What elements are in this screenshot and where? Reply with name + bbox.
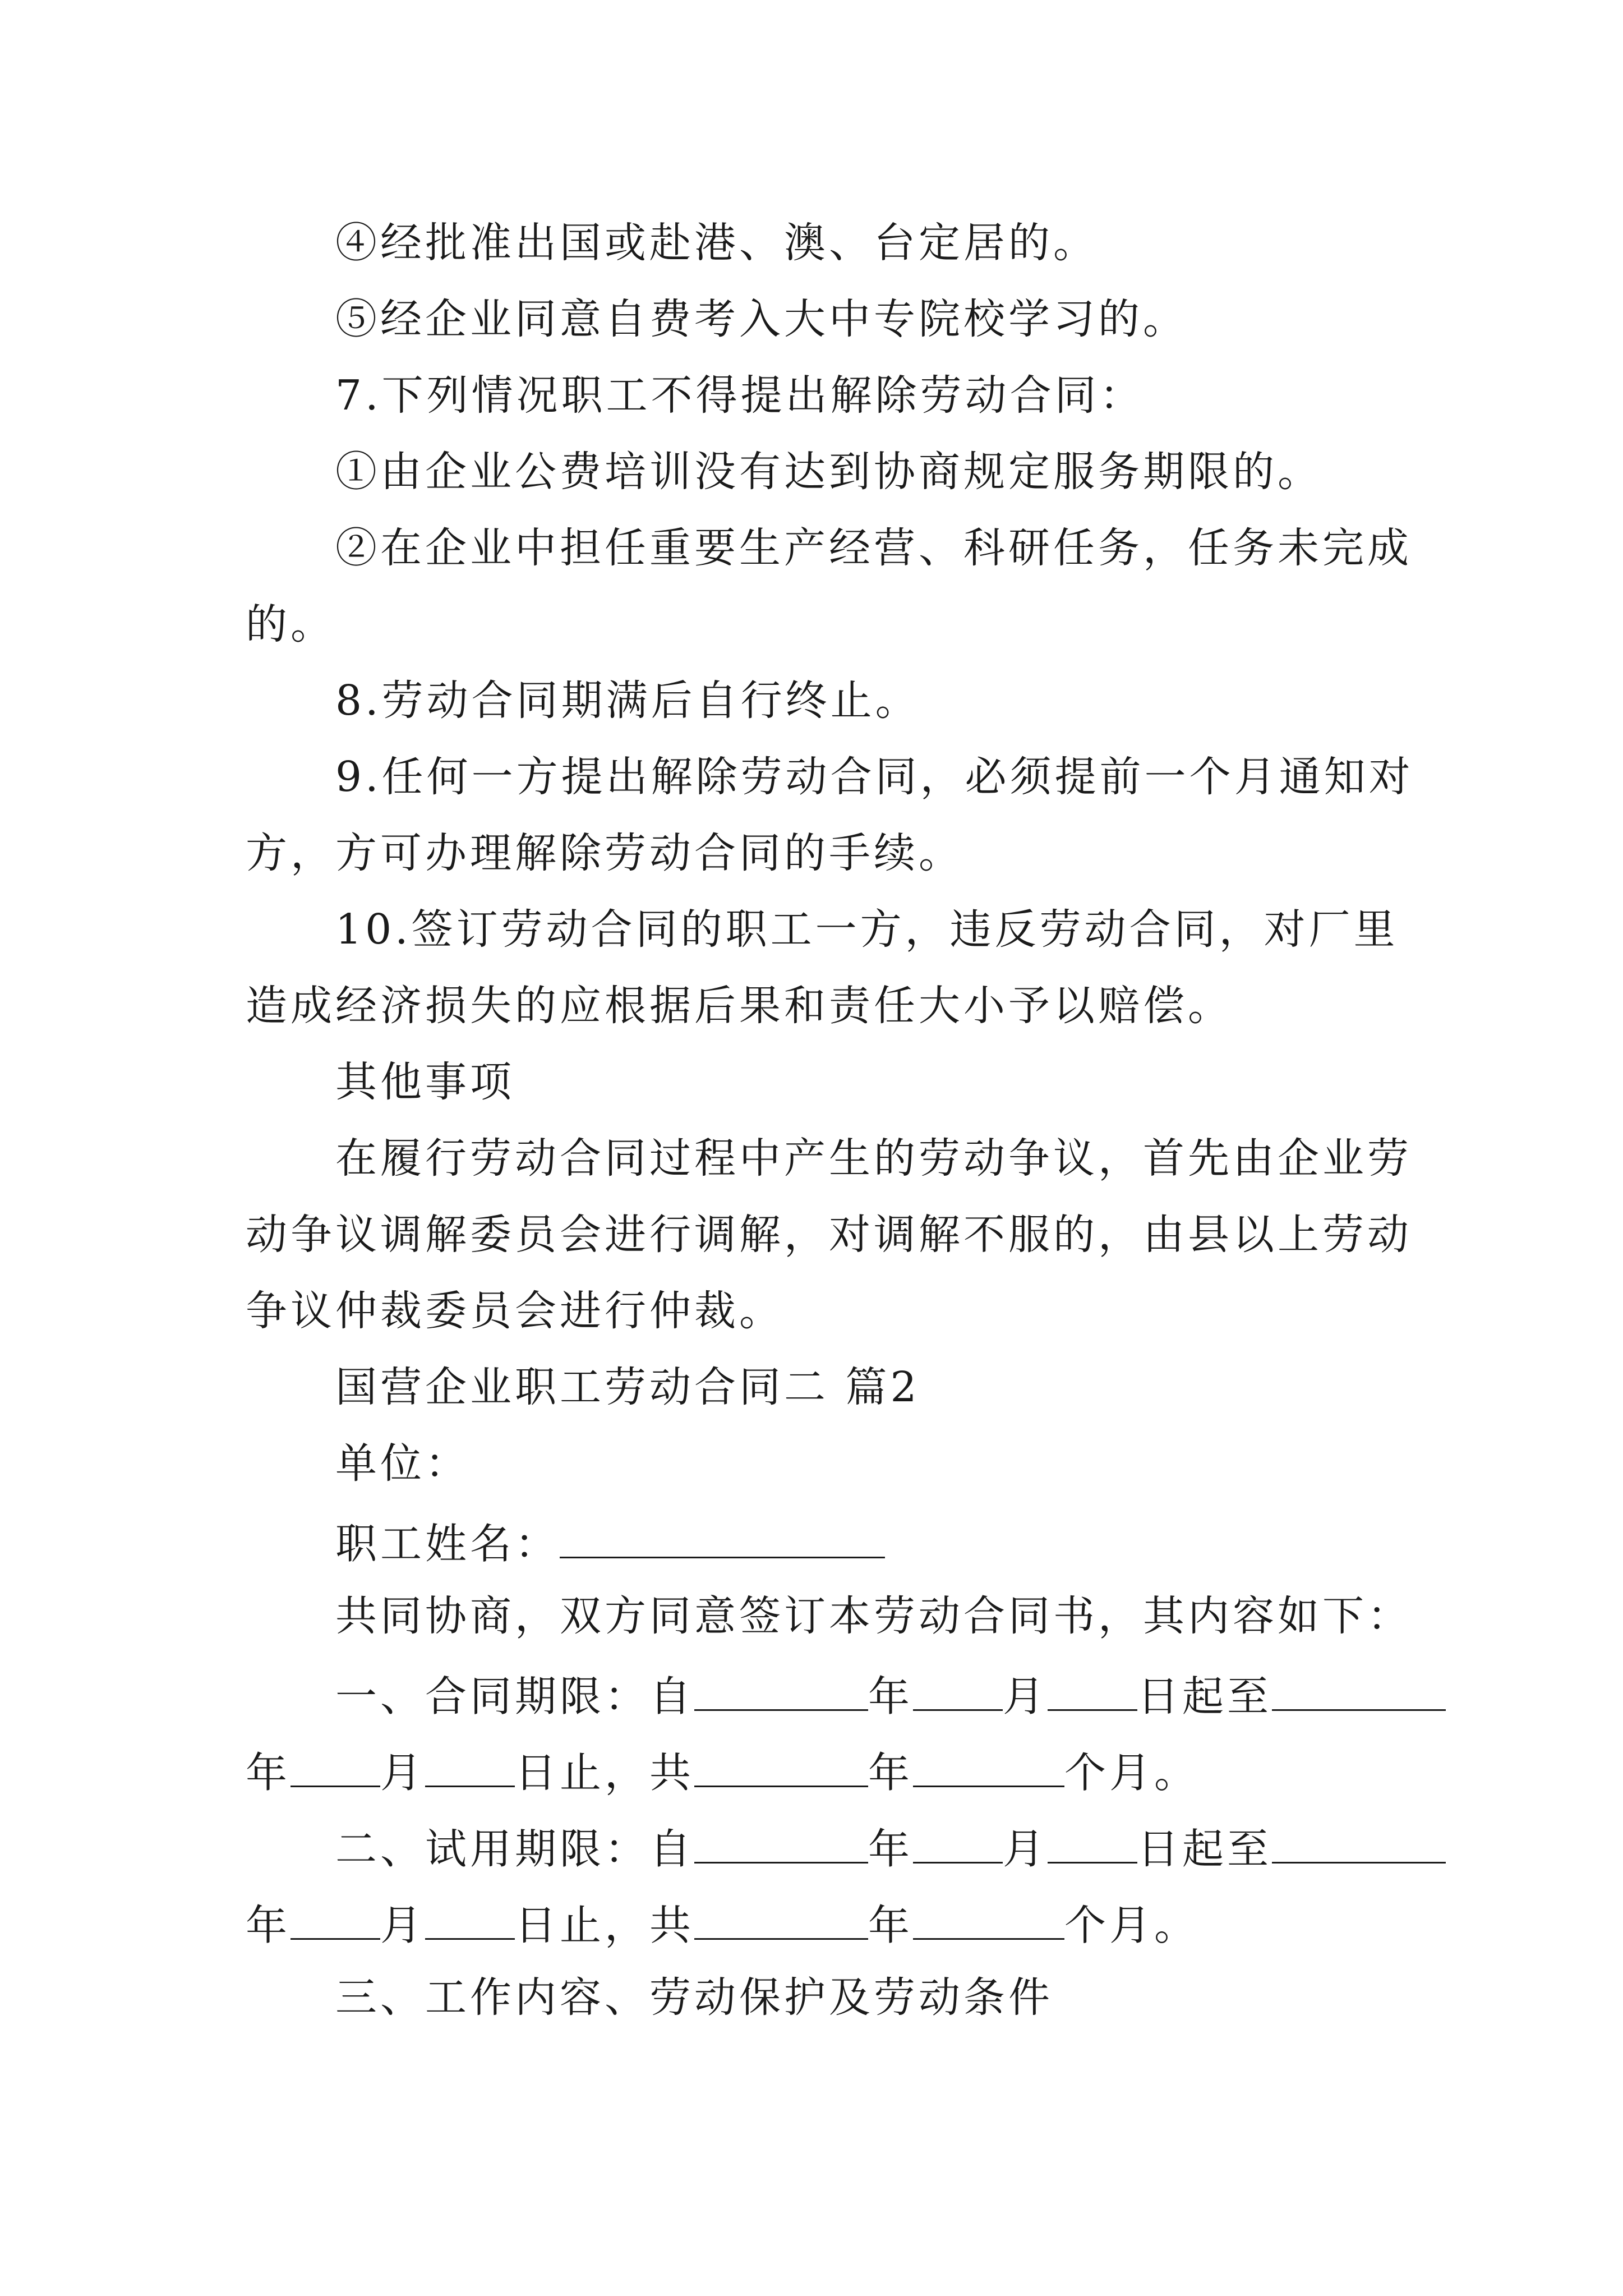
end-year-blank[interactable]	[1272, 1824, 1446, 1864]
year-label: 年	[246, 1901, 291, 1950]
probation-term-prefix: 二、试用期限：自	[335, 1825, 694, 1874]
probation-term-line	[335, 1824, 1446, 1874]
total-years-blank[interactable]	[694, 1901, 868, 1940]
day-from-label: 日起至	[1137, 1825, 1272, 1874]
dispute-paragraph-cont-2: 争议仲裁委员会进行仲裁。	[246, 1287, 784, 1335]
year-label: 年	[246, 1749, 291, 1797]
other-matters-heading: 其他事项	[335, 1058, 515, 1106]
start-day-blank[interactable]	[1048, 1824, 1137, 1864]
end-day-blank[interactable]	[425, 1901, 515, 1940]
start-month-blank[interactable]	[913, 1824, 1003, 1864]
month-label: 月	[1003, 1672, 1048, 1721]
start-month-blank[interactable]	[913, 1672, 1003, 1711]
total-months-blank[interactable]	[913, 1748, 1064, 1787]
dispute-paragraph: 在履行劳动合同过程中产生的劳动争议，首先由企业劳	[335, 1134, 1412, 1182]
section-title: 国营企业职工劳动合同二 篇2	[335, 1363, 920, 1411]
probation-term-line-cont	[246, 1901, 1199, 1950]
agreement-intro: 共同协商，双方同意签订本劳动合同书，其内容如下：	[335, 1592, 1412, 1640]
year-label: 年	[868, 1901, 913, 1950]
clause-10-cont: 造成经济损失的应根据后果和责任大小予以赔偿。	[246, 982, 1233, 1030]
month-label: 月	[380, 1901, 425, 1950]
employee-name-blank[interactable]	[560, 1519, 885, 1558]
clause-7-item-1: ①由企业公费培训没有达到协商规定服务期限的。	[335, 448, 1322, 496]
contract-term-prefix: 一、合同期限：自	[335, 1672, 694, 1721]
month-label: 月	[380, 1749, 425, 1797]
end-day-blank[interactable]	[425, 1748, 515, 1787]
clause-9-cont: 方，方可办理解除劳动合同的手续。	[246, 829, 963, 877]
month-label: 月	[1003, 1825, 1048, 1874]
year-label: 年	[868, 1672, 913, 1721]
contract-term-line	[335, 1672, 1446, 1721]
year-label: 年	[868, 1749, 913, 1797]
start-year-blank[interactable]	[694, 1824, 868, 1864]
item-4-settle-abroad: ④经批准出国或赴港、澳、台定居的。	[335, 219, 1098, 267]
clause-8: 8.劳动合同期满后自行终止。	[335, 677, 920, 725]
start-day-blank[interactable]	[1048, 1672, 1137, 1711]
clause-7-item-2-cont: 的。	[246, 600, 335, 648]
total-months-blank[interactable]	[913, 1901, 1064, 1940]
item-5-self-funded-study: ⑤经企业同意自费考入大中专院校学习的。	[335, 295, 1188, 343]
day-to-label: 日止，共	[515, 1749, 694, 1797]
contract-term-line-cont	[246, 1748, 1199, 1797]
end-year-blank[interactable]	[1272, 1672, 1446, 1711]
months-label: 个月。	[1064, 1749, 1199, 1797]
clause-10: 10.签订劳动合同的职工一方，违反劳动合同，对厂里	[335, 905, 1399, 954]
end-month-blank[interactable]	[291, 1748, 380, 1787]
day-from-label: 日起至	[1137, 1672, 1272, 1721]
clause-7: 7.下列情况职工不得提出解除劳动合同：	[335, 371, 1145, 420]
clause-9: 9.任何一方提出解除劳动合同，必须提前一个月通知对	[335, 753, 1414, 801]
employee-name-label: 职工姓名：	[335, 1520, 560, 1568]
clause-7-item-2: ②在企业中担任重要生产经营、科研任务，任务未完成	[335, 524, 1412, 572]
total-years-blank[interactable]	[694, 1748, 868, 1787]
section-3-heading: 三、工作内容、劳动保护及劳动条件	[335, 1973, 1053, 2022]
end-month-blank[interactable]	[291, 1901, 380, 1940]
year-label: 年	[868, 1825, 913, 1874]
unit-label: 单位：	[335, 1439, 470, 1488]
employee-name-line	[335, 1519, 885, 1568]
months-label: 个月。	[1064, 1901, 1199, 1950]
start-year-blank[interactable]	[694, 1672, 868, 1711]
day-to-label: 日止，共	[515, 1901, 694, 1950]
dispute-paragraph-cont-1: 动争议调解委员会进行调解，对调解不服的，由县以上劳动	[246, 1211, 1412, 1259]
